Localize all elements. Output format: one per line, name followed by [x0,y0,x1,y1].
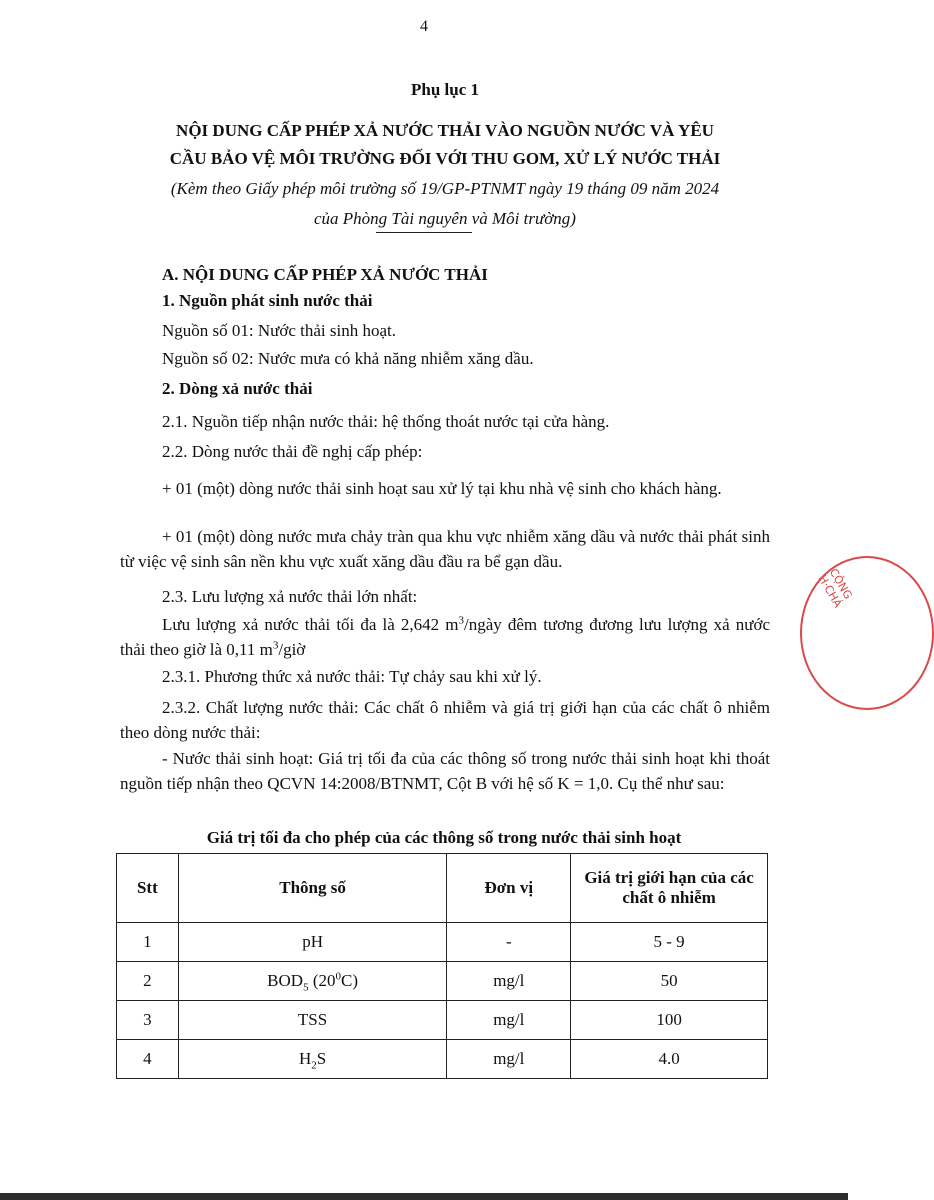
cell-limit: 5 - 9 [571,923,768,962]
section-2-heading: 2. Dòng xả nước thải [162,379,313,398]
main-title-line-2: CẦU BẢO VỆ MÔI TRƯỜNG ĐỐI VỚI THU GOM, XỬ LÝ NƯỚC THẢI [169,149,721,168]
stamp-text: CỘNG H·CHÁ [815,566,855,610]
param-subscript: 2 [311,1059,317,1072]
cell-stt: 4 [117,1040,179,1079]
flow-part-1: Lưu lượng xả nước thải tối đa là 2,642 m [162,615,459,634]
cell-limit: 100 [571,1001,768,1040]
table-header-row [117,854,768,923]
paragraph-2-3-2 [120,695,770,745]
param-name: pH [302,932,323,951]
cell-parameter [178,1040,447,1079]
table-row [117,1040,768,1079]
cell-stt: 2 [117,962,179,1001]
flow-sup-2: 3 [272,639,279,652]
param-name: TSS [297,1010,328,1029]
title-divider [376,232,472,233]
param-name: H [298,1049,312,1068]
parameters-table [116,853,768,1079]
flow-part-3: /giờ [278,640,306,659]
stream-1 [120,476,770,501]
paragraph-2-1: 2.1. Nguồn tiếp nhận nước thải: hệ thống thoát nước tại cửa hàng. [162,412,610,431]
header-unit: Đơn vị [447,854,571,923]
cell-unit: mg/l [447,962,571,1001]
table-row [117,1001,768,1040]
cell-unit: mg/l [447,1001,571,1040]
domestic-wastewater-text: - Nước thải sinh hoạt: Giá trị tối đa của các thông số trong nước thải sinh hoạt khi thoát nguồn tiếp nhận theo QCVN 14:2008/BTNMT, Cột B với hệ số K = 1,0. Cụ thể như sau: [120,749,770,793]
cell-stt: 3 [117,1001,179,1040]
subtitle-line-2: của Phòng Tài nguyên và Môi trường) [314,209,576,228]
source-1: Nguồn số 01: Nước thải sinh hoạt. [162,321,396,340]
subtitle-line-1: (Kèm theo Giấy phép môi trường số 19/GP-PTNMT ngày 19 tháng 09 năm 2024 [170,179,720,198]
param-suffix: (20 [308,971,336,990]
paragraph-2-3-1: 2.3.1. Phương thức xả nước thải: Tự chảy sau khi xử lý. [162,667,542,686]
cell-unit: mg/l [447,1040,571,1079]
param-superscript: 0 [335,970,341,983]
cell-stt: 1 [117,923,179,962]
cell-parameter [178,923,447,962]
subtitle [100,174,790,234]
cell-parameter [178,962,447,1001]
main-title [100,117,790,173]
cell-limit: 4.0 [571,1040,768,1079]
table-caption: Giá trị tối đa cho phép của các thông số trong nước thải sinh hoạt [206,828,682,847]
param-end: C) [340,971,358,990]
header-limit: Giá trị giới hạn của các chất ô nhiễm [571,854,768,923]
scan-edge [0,1193,848,1200]
header-parameter: Thông số [178,854,447,923]
paragraph-2-2: 2.2. Dòng nước thải đề nghị cấp phép: [162,442,423,461]
paragraph-2-3: 2.3. Lưu lượng xả nước thải lớn nhất: [162,587,418,606]
stream-2 [120,524,770,574]
flow-part-2: /ngày đêm tương đương lưu lượng xả nước thải theo giờ là 0,11 m [120,615,771,659]
stream-2-text: + 01 (một) dòng nước mưa chảy tràn qua khu vực nhiễm xăng dầu và nước thải phát sinh từ việc vệ sinh sân nền khu vực xuất xăng dầu đầu ra bể gạn dầu. [120,527,770,571]
cell-parameter [178,1001,447,1040]
paragraph-2-3-2-text: 2.3.2. Chất lượng nước thải: Các chất ô nhiễm và giá trị giới hạn của các chất ô nhiễm theo dòng nước thải: [120,698,770,742]
param-name: BOD [267,971,304,990]
table-row [117,923,768,962]
stream-1-text: + 01 (một) dòng nước thải sinh hoạt sau xử lý tại khu nhà vệ sinh cho khách hàng. [162,479,722,498]
param-subscript: 5 [303,981,309,994]
source-2: Nguồn số 02: Nước mưa có khả năng nhiễm xăng dầu. [162,349,534,368]
max-flow-paragraph [120,612,770,662]
appendix-title: Phụ lục 1 [410,80,480,99]
header-stt: Stt [117,854,179,923]
flow-sup-1: 3 [458,614,464,627]
cell-limit: 50 [571,962,768,1001]
cell-unit: - [447,923,571,962]
table-row [117,962,768,1001]
main-title-line-1: NỘI DUNG CẤP PHÉP XẢ NƯỚC THẢI VÀO NGUỒN NƯỚC VÀ YÊU [176,121,714,140]
param-suffix: S [316,1049,327,1068]
domestic-wastewater-paragraph [120,746,770,796]
section-a-heading: A. NỘI DUNG CẤP PHÉP XẢ NƯỚC THẢI [162,265,488,284]
page-number: 4 [420,18,428,35]
section-1-heading: 1. Nguồn phát sinh nước thải [162,291,373,310]
